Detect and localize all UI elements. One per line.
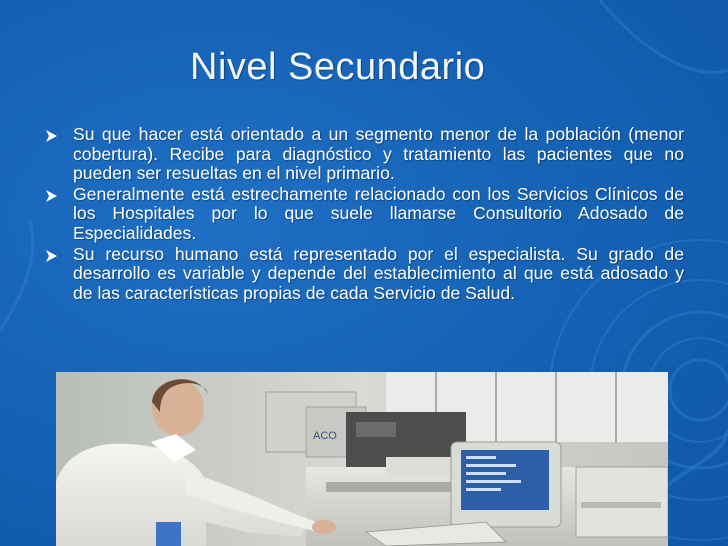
bullet-text: Generalmente está estrechamente relacionado con los Servicios Clínicos de los Hospitales por lo que suele llamarse Consultorio Adosado de Especialidades.: [73, 183, 684, 243]
bullet-list: [44, 125, 684, 304]
slide-title: Nivel Secundario: [190, 46, 486, 88]
bullet-text: Su que hacer está orientado a un segmento menor de la población (menor cobertura). Recibe para diagnóstico y tratamiento las pacientes que no pueden ser resueltas en el nivel primario.: [73, 124, 684, 184]
bullet-item: [44, 245, 684, 304]
bullet-item: [44, 125, 684, 184]
clinic-photo: [56, 372, 668, 546]
bullet-item: [44, 185, 684, 244]
arrow-bullet-icon: [45, 189, 60, 204]
arrow-bullet-icon: [45, 249, 60, 264]
bullet-text: Su recurso humano está representado por el especialista. Su grado de desarrollo es variable y depende del establecimiento al que está adosado y de las características propias de cada Servicio de Salud.: [73, 243, 684, 303]
arrow-bullet-icon: [45, 129, 60, 144]
photo-sign-text: ACO: [313, 430, 337, 442]
